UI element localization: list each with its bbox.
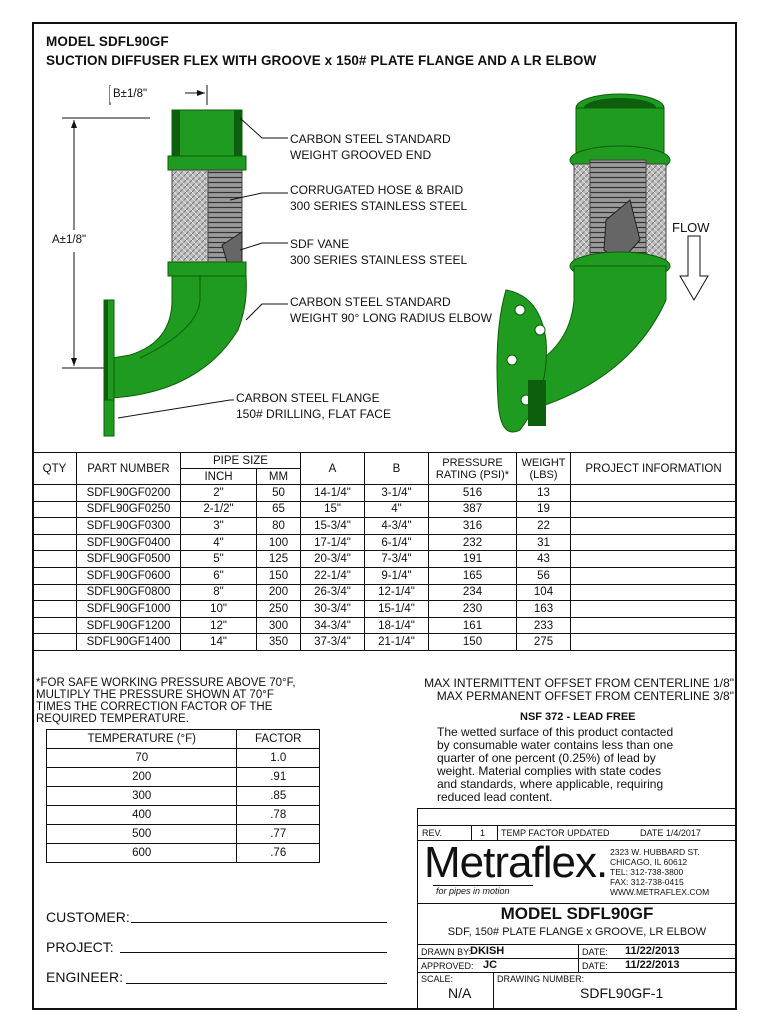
- customer-label: CUSTOMER:: [46, 909, 130, 925]
- qty-cell: [33, 584, 77, 601]
- pressure-cell: 232: [429, 534, 517, 551]
- table-row: [47, 768, 320, 787]
- project-info-cell: [571, 584, 737, 601]
- callout-grooved-end: CARBON STEEL STANDARD WEIGHT GROOVED END: [290, 132, 451, 162]
- scale-label: SCALE:: [421, 974, 454, 984]
- col-part: PART NUMBER: [77, 453, 181, 485]
- table-row: [47, 806, 320, 825]
- col-project: PROJECT INFORMATION: [571, 453, 737, 485]
- a-cell: 14-1/4": [301, 485, 365, 502]
- inch-cell: 2": [181, 485, 257, 502]
- weight-cell: 275: [517, 634, 571, 651]
- inch-cell: 8": [181, 584, 257, 601]
- mm-cell: 200: [257, 584, 301, 601]
- factor-cell: .85: [237, 787, 320, 806]
- inch-cell: 14": [181, 634, 257, 651]
- a-cell: 37-3/4": [301, 634, 365, 651]
- weight-cell: 13: [517, 485, 571, 502]
- project-info-cell: [571, 601, 737, 618]
- rev-date: DATE 1/4/2017: [640, 828, 701, 838]
- a-cell: 17-1/4": [301, 534, 365, 551]
- b-cell: 9-1/4": [365, 567, 429, 584]
- temperature-table: [46, 729, 320, 863]
- inch-cell: 2-1/2": [181, 501, 257, 518]
- project-info-cell: [571, 634, 737, 651]
- mm-cell: 50: [257, 485, 301, 502]
- part-number-cell: SDFL90GF1400: [77, 634, 181, 651]
- weight-cell: 19: [517, 501, 571, 518]
- qty-cell: [33, 518, 77, 535]
- table-row: [33, 501, 737, 518]
- pressure-cell: 165: [429, 567, 517, 584]
- table-row: [33, 601, 737, 618]
- approved-date: 11/22/2013: [625, 959, 680, 971]
- b-cell: 21-1/4": [365, 634, 429, 651]
- part-number-cell: SDFL90GF1000: [77, 601, 181, 618]
- inch-cell: 10": [181, 601, 257, 618]
- drawn-date-label: DATE:: [582, 947, 608, 957]
- b-cell: 3-1/4": [365, 485, 429, 502]
- engineer-line[interactable]: [126, 983, 387, 984]
- part-number-cell: SDFL90GF0600: [77, 567, 181, 584]
- part-number-cell: SDFL90GF0250: [77, 501, 181, 518]
- pressure-note: *FOR SAFE WORKING PRESSURE ABOVE 70°F, MULTIPLY THE PRESSURE SHOWN AT 70°F TIMES THE CORRECTION FACTOR OF THE REQUIRED TEMPERATURE.: [36, 677, 296, 725]
- b-cell: 4-3/4": [365, 518, 429, 535]
- specs-table: [32, 452, 737, 651]
- mm-cell: 125: [257, 551, 301, 568]
- table-row: [33, 534, 737, 551]
- model-title: MODEL SDFL90GF: [46, 34, 169, 49]
- table-row: [33, 584, 737, 601]
- customer-line[interactable]: [131, 922, 387, 923]
- pressure-cell: 316: [429, 518, 517, 535]
- project-info-cell: [571, 518, 737, 535]
- table-row: [33, 617, 737, 634]
- temp-cell: 200: [47, 768, 237, 787]
- mm-cell: 80: [257, 518, 301, 535]
- logo-tagline: for pipes in motion: [436, 886, 510, 896]
- scale-value: N/A: [448, 985, 472, 1001]
- title-block-model: MODEL SDFL90GF: [500, 904, 654, 923]
- engineer-label: ENGINEER:: [46, 969, 124, 985]
- qty-cell: [33, 501, 77, 518]
- model-description: SUCTION DIFFUSER FLEX WITH GROOVE x 150# PLATE FLANGE AND A LR ELBOW: [46, 53, 597, 68]
- part-number-cell: SDFL90GF0200: [77, 485, 181, 502]
- isometric-view: [497, 94, 670, 432]
- callout-hose: CORRUGATED HOSE & BRAID 300 SERIES STAINLESS STEEL: [290, 183, 468, 213]
- table-row: [47, 787, 320, 806]
- qty-cell: [33, 534, 77, 551]
- weight-cell: 233: [517, 617, 571, 634]
- pressure-cell: 191: [429, 551, 517, 568]
- col-inch: INCH: [181, 469, 257, 485]
- project-line[interactable]: [120, 952, 387, 953]
- temp-cell: 400: [47, 806, 237, 825]
- drawing-number: SDFL90GF-1: [580, 985, 664, 1001]
- weight-cell: 56: [517, 567, 571, 584]
- qty-cell: [33, 634, 77, 651]
- qty-cell: [33, 567, 77, 584]
- nsf-text: The wetted surface of this product contacted by consumable water contains less than one quarter of one percent (0.25%) of lead by weight. Material complies with state codes and standards, where applicable, requiring reduced lead content.: [437, 725, 674, 804]
- weight-cell: 43: [517, 551, 571, 568]
- mm-cell: 65: [257, 501, 301, 518]
- project-info-cell: [571, 534, 737, 551]
- mm-cell: 350: [257, 634, 301, 651]
- temp-cell: 600: [47, 844, 237, 863]
- approved-by: JC: [483, 959, 498, 971]
- inch-cell: 6": [181, 567, 257, 584]
- qty-cell: [33, 551, 77, 568]
- b-cell: 18-1/4": [365, 617, 429, 634]
- approved-label: APPROVED:: [421, 961, 474, 971]
- flow-arrow: [680, 236, 708, 300]
- weight-cell: 31: [517, 534, 571, 551]
- project-info-cell: [571, 617, 737, 634]
- table-row: [47, 749, 320, 768]
- a-cell: 15": [301, 501, 365, 518]
- part-number-cell: SDFL90GF0300: [77, 518, 181, 535]
- col-mm: MM: [257, 469, 301, 485]
- dim-b-label: B±1/8": [110, 86, 150, 102]
- title-block-subtitle: SDF, 150# PLATE FLANGE x GROOVE, LR ELBOW: [447, 926, 707, 938]
- drawn-date: 11/22/2013: [625, 945, 680, 957]
- drawn-by-label: DRAWN BY:: [421, 947, 472, 957]
- product-drawing: [0, 0, 770, 450]
- section-view: [104, 110, 246, 436]
- col-factor: FACTOR: [237, 730, 320, 749]
- offset-note: MAX INTERMITTENT OFFSET FROM CENTERLINE 1/8" MAX PERMANENT OFFSET FROM CENTERLINE 3/8": [424, 676, 734, 703]
- part-number-cell: SDFL90GF1200: [77, 617, 181, 634]
- pressure-cell: 387: [429, 501, 517, 518]
- b-cell: 15-1/4": [365, 601, 429, 618]
- factor-cell: 1.0: [237, 749, 320, 768]
- callout-elbow: CARBON STEEL STANDARD WEIGHT 90° LONG RADIUS ELBOW: [290, 295, 492, 325]
- col-b: B: [365, 453, 429, 485]
- approved-date-label: DATE:: [582, 961, 608, 971]
- qty-cell: [33, 617, 77, 634]
- flow-label: FLOW: [672, 220, 710, 235]
- weight-cell: 104: [517, 584, 571, 601]
- inch-cell: 12": [181, 617, 257, 634]
- factor-cell: .77: [237, 825, 320, 844]
- table-row: [47, 844, 320, 863]
- drawing-number-label: DRAWING NUMBER:: [497, 974, 585, 984]
- callout-vane: SDF VANE 300 SERIES STAINLESS STEEL: [290, 237, 468, 267]
- pressure-cell: 234: [429, 584, 517, 601]
- pressure-cell: 150: [429, 634, 517, 651]
- part-number-cell: SDFL90GF0400: [77, 534, 181, 551]
- mm-cell: 100: [257, 534, 301, 551]
- part-number-cell: SDFL90GF0800: [77, 584, 181, 601]
- project-label: PROJECT:: [46, 939, 114, 955]
- a-cell: 26-3/4": [301, 584, 365, 601]
- pressure-cell: 230: [429, 601, 517, 618]
- temp-cell: 300: [47, 787, 237, 806]
- rev-description: TEMP FACTOR UPDATED: [501, 828, 610, 838]
- nsf-title: NSF 372 - LEAD FREE: [520, 711, 636, 723]
- inch-cell: 5": [181, 551, 257, 568]
- factor-cell: .78: [237, 806, 320, 825]
- temp-cell: 500: [47, 825, 237, 844]
- table-row: [33, 485, 737, 502]
- callout-flange: CARBON STEEL FLANGE 150# DRILLING, FLAT FACE: [236, 391, 391, 421]
- col-weight: WEIGHT (LBS): [517, 453, 571, 485]
- project-info-cell: [571, 485, 737, 502]
- part-number-cell: SDFL90GF0500: [77, 551, 181, 568]
- metraflex-logo: Metraflex.: [424, 838, 608, 887]
- company-address: 2323 W. HUBBARD ST. CHICAGO, IL 60612 TEL: 312-738-3800 FAX: 312-738-0415 WWW.METRAFLEX.COM: [610, 847, 710, 897]
- table-row: [33, 567, 737, 584]
- b-cell: 6-1/4": [365, 534, 429, 551]
- mm-cell: 150: [257, 567, 301, 584]
- col-qty: QTY: [33, 453, 77, 485]
- table-row: [33, 518, 737, 535]
- rev-label: REV.: [422, 828, 443, 838]
- weight-cell: 163: [517, 601, 571, 618]
- qty-cell: [33, 601, 77, 618]
- factor-cell: .76: [237, 844, 320, 863]
- a-cell: 20-3/4": [301, 551, 365, 568]
- factor-cell: .91: [237, 768, 320, 787]
- mm-cell: 250: [257, 601, 301, 618]
- b-cell: 4": [365, 501, 429, 518]
- project-info-cell: [571, 501, 737, 518]
- a-cell: 22-1/4": [301, 567, 365, 584]
- a-cell: 15-3/4": [301, 518, 365, 535]
- b-cell: 7-3/4": [365, 551, 429, 568]
- temp-cell: 70: [47, 749, 237, 768]
- pressure-cell: 516: [429, 485, 517, 502]
- col-temperature: TEMPERATURE (°F): [47, 730, 237, 749]
- a-cell: 34-3/4": [301, 617, 365, 634]
- pressure-cell: 161: [429, 617, 517, 634]
- col-pipe-size: PIPE SIZE: [181, 453, 301, 469]
- drawn-by: DKISH: [470, 945, 505, 957]
- mm-cell: 300: [257, 617, 301, 634]
- inch-cell: 3": [181, 518, 257, 535]
- col-pressure: PRESSURE RATING (PSI)*: [429, 453, 517, 485]
- table-row: [47, 825, 320, 844]
- col-a: A: [301, 453, 365, 485]
- dim-a-label: A±1/8": [52, 234, 87, 246]
- weight-cell: 22: [517, 518, 571, 535]
- table-row: [33, 551, 737, 568]
- table-row: [33, 634, 737, 651]
- inch-cell: 4": [181, 534, 257, 551]
- a-cell: 30-3/4": [301, 601, 365, 618]
- b-cell: 12-1/4": [365, 584, 429, 601]
- qty-cell: [33, 485, 77, 502]
- project-info-cell: [571, 567, 737, 584]
- rev-number: 1: [480, 828, 486, 838]
- project-info-cell: [571, 551, 737, 568]
